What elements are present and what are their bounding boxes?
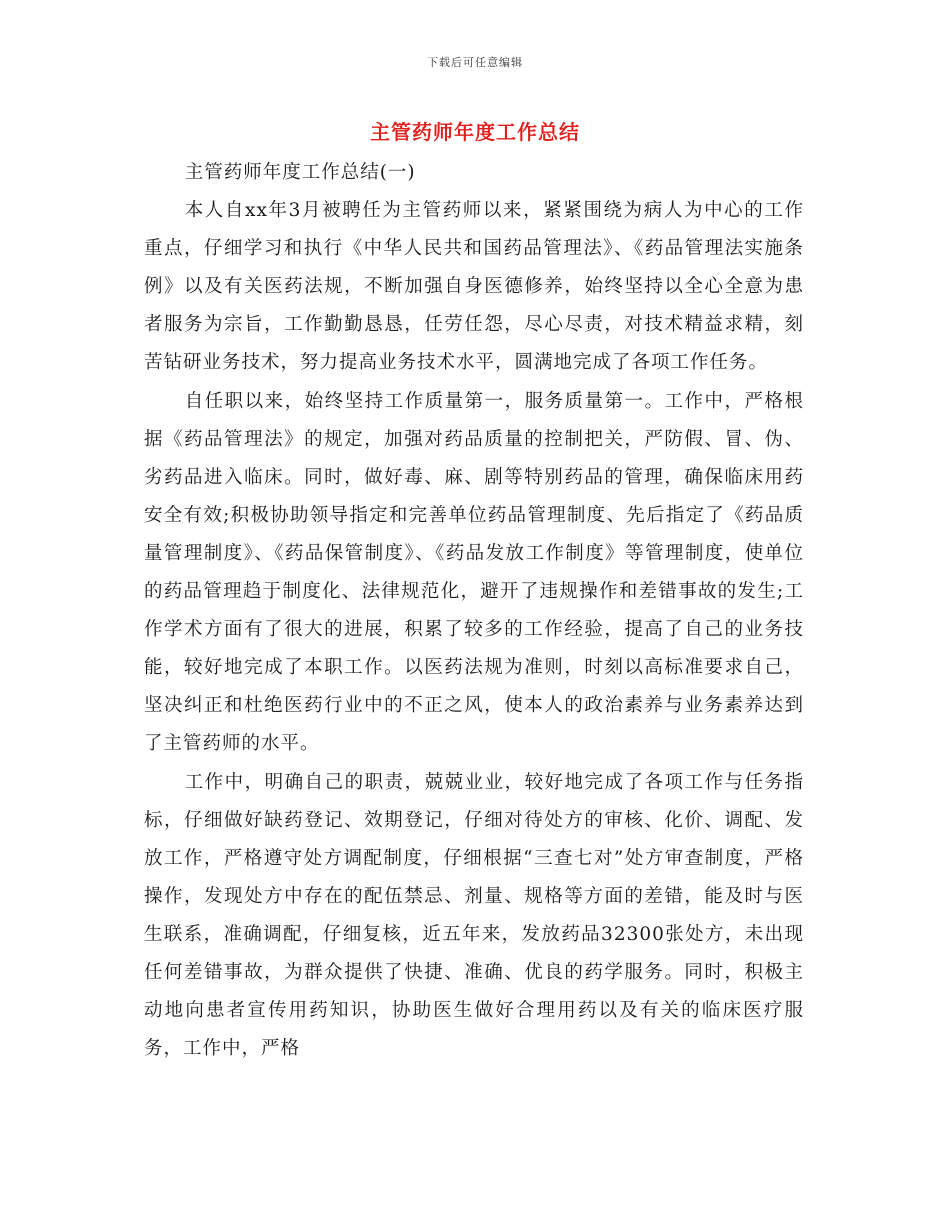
document-title: 主管药师年度工作总结 (370, 120, 580, 144)
paragraph-1: 本人自xx年3月被聘任为主管药师以来，紧紧围绕为病人为中心的工作重点，仔细学习和执行《中华人民共和国药品管理法》、《药品管理法实施条例》以及有关医药法规，不断加强自身医德修养，始终坚持以全心全意为患者服务为宗旨，工作勤勤恳恳，任劳任怨，尽心尽责，对技术精益求精，刻苦钻研业务技术，努力提高业务技术水平，圆满地完成了各项工作任务。 (144, 200, 804, 374)
paragraph-2: 自任职以来，始终坚持工作质量第一，服务质量第一。工作中，严格根据《药品管理法》的规定，加强对药品质量的控制把关，严防假、冒、伪、劣药品进入临床。同时，做好毒、麻、剧等特别药品的管理，确保临床用药安全有效;积极协助领导指定和完善单位药品管理制度、先后指定了《药品质量管理制度》、《药品保管制度》、《药品发放工作制度》等管理制度，使单位的药品管理趋于制度化、法律规范化，避开了违规操作和差错事故的发生;工作学术方面有了很大的进展，积累了较多的工作经验，提高了自己的业务技能，较好地完成了本职工作。以医药法规为准则，时刻以高标准要求自己，坚决纠正和杜绝医药行业中的不正之风，使本人的政治素养与业务素养达到了主管药师的水平。 (144, 390, 804, 755)
document-subtitle: 主管药师年度工作总结(一) (184, 162, 416, 183)
paragraph-3: 工作中，明确自己的职责，兢兢业业，较好地完成了各项工作与任务指标，仔细做好缺药登记、效期登记，仔细对待处方的审核、化价、调配、发放工作，严格遵守处方调配制度，仔细根据“三查七对”处方审查制度，严格操作，发现处方中存在的配伍禁忌、剂量、规格等方面的差错，能及时与医生联系，准确调配，仔细复核，近五年来，发放药品32300张处方，未出现任何差错事故，为群众提供了快捷、准确、优良的药学服务。同时，积极主动地向患者宣传用药知识，协助医生做好合理用药以及有关的临床医疗服务，工作中，严格 (144, 771, 804, 1060)
page-header-note: 下载后可任意编辑 (427, 56, 523, 69)
document-body (144, 154, 804, 1068)
